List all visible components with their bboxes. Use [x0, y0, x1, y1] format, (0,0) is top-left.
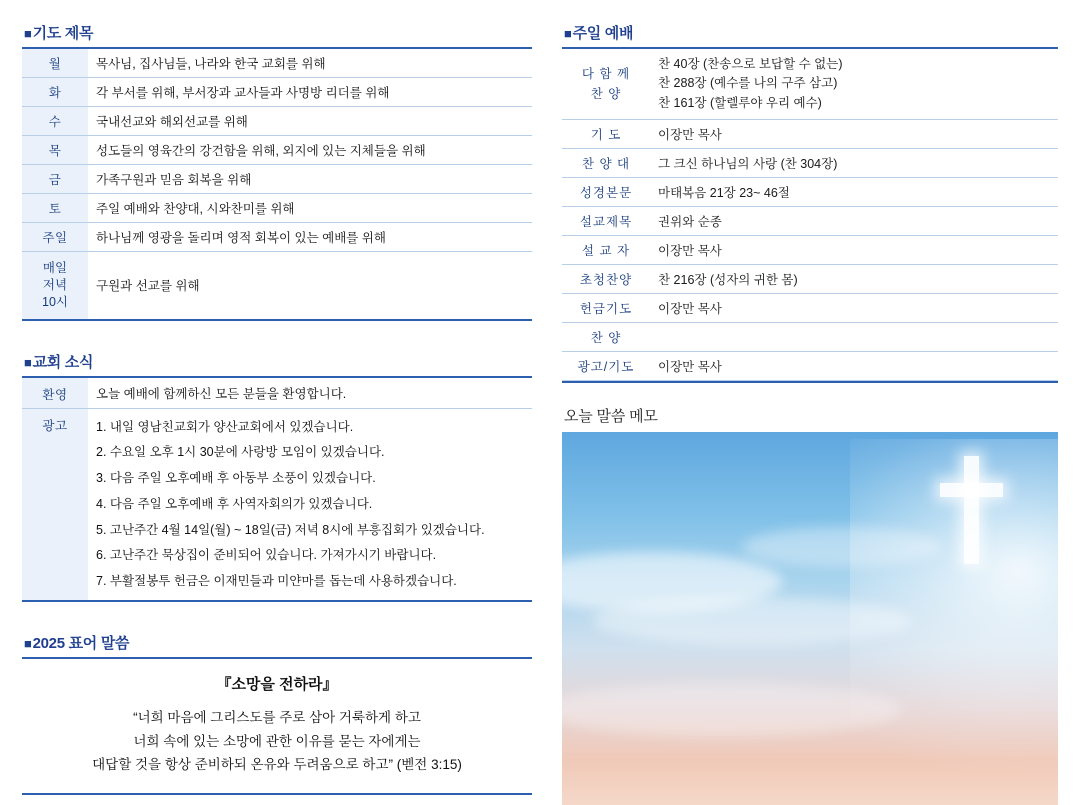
prayer-day-text: 목사님, 집사님들, 나라와 한국 교회를 위해 — [88, 49, 532, 78]
memo-section — [562, 405, 1058, 805]
spacer — [22, 321, 532, 351]
motto-verse — [22, 659, 532, 793]
worship-item-label: 설 교 자 — [562, 235, 650, 264]
section-marker-icon: ■ — [24, 635, 32, 651]
worship-title — [562, 22, 1058, 43]
worship-item-value: 이장만 목사 — [650, 293, 1058, 322]
worship-item-label: 찬 양 — [562, 322, 650, 351]
worship-item-label: 찬 양 대 — [562, 148, 650, 177]
prayer-title-text: 기도 제목 — [32, 25, 94, 42]
prayer-day-text: 하나님께 영광을 돌리며 영적 회복이 있는 예배를 위해 — [88, 223, 532, 252]
notice-label: 광고 — [22, 408, 88, 600]
table-row — [22, 107, 532, 136]
worship-title-text: 주일 예배 — [572, 25, 634, 42]
worship-item-value: 찬 216장 (성자의 귀한 몸) — [650, 264, 1058, 293]
prayer-daily-text: 구원과 선교를 위해 — [96, 279, 200, 294]
table-row — [22, 378, 532, 409]
table-row — [562, 351, 1058, 380]
worship-table — [562, 49, 1058, 381]
motto-title — [22, 632, 532, 653]
table-row — [22, 78, 532, 107]
church-news-title — [22, 351, 532, 372]
table-row — [22, 194, 532, 223]
table-row — [562, 177, 1058, 206]
prayer-section-title — [22, 22, 532, 43]
cloud-shape — [742, 527, 942, 567]
table-row — [22, 408, 532, 600]
right-column — [562, 22, 1058, 805]
worship-item-value: 권위와 순종 — [650, 206, 1058, 235]
hymn-line: 찬 288장 (예수를 나의 구주 삼고) — [658, 76, 838, 91]
prayer-daily-label — [22, 252, 88, 319]
section-marker-icon: ■ — [24, 26, 32, 41]
worship-item-label: 성경본문 — [562, 177, 650, 206]
section-marker-icon: ■ — [564, 26, 572, 41]
list-item: 7. 부활절봉투 헌금은 이재민들과 미얀마를 돕는데 사용하겠습니다. — [96, 574, 457, 589]
worship-item-value: 마태복음 21장 23~ 46절 — [650, 177, 1058, 206]
worship-item-label: 설교제목 — [562, 206, 650, 235]
list-item: 2. 수요일 오후 1시 30분에 사랑방 모임이 있겠습니다. — [96, 445, 385, 460]
worship-item-value: 이장만 목사 — [650, 351, 1058, 380]
prayer-day-text: 가족구원과 믿음 회복을 위해 — [88, 165, 532, 194]
list-item: 5. 고난주간 4월 14일(월) ~ 18일(금) 저녁 8시에 부흥집회가 있겠습니다. — [96, 522, 485, 537]
motto-bottom-rule — [22, 793, 532, 795]
hymn-line: 찬 40장 (찬송으로 보답할 수 없는) — [658, 56, 843, 71]
memo-photo — [562, 432, 1058, 805]
church-news-table — [22, 378, 532, 600]
worship-item-label: 헌금기도 — [562, 293, 650, 322]
cross-icon — [934, 456, 1008, 564]
table-row — [562, 206, 1058, 235]
prayer-daily-label-line: 매일 — [42, 261, 68, 275]
church-news-section — [22, 351, 532, 602]
motto-headline: 『소망을 전하라』 — [216, 675, 338, 693]
list-item: 1. 내일 영남친교회가 양산교회에서 있겠습니다. — [96, 419, 354, 434]
list-item: 6. 고난주간 묵상집이 준비되어 있습니다. 가져가시기 바랍니다. — [96, 548, 437, 563]
prayer-day-text: 각 부서를 위해, 부서장과 교사들과 사명방 리더를 위해 — [88, 78, 532, 107]
worship-item-value — [650, 49, 1058, 119]
list-item: 4. 다음 주일 오후예배 후 사역자회의가 있겠습니다. — [96, 496, 373, 511]
prayer-day-label: 화 — [22, 78, 88, 107]
list-item: 3. 다음 주일 오후예배 후 아동부 소풍이 있겠습니다. — [96, 471, 376, 486]
prayer-day-label: 수 — [22, 107, 88, 136]
table-row — [22, 223, 532, 252]
prayer-day-label: 주일 — [22, 223, 88, 252]
prayer-day-text: 성도들의 영육간의 강건함을 위해, 외지에 있는 지체들을 위해 — [88, 136, 532, 165]
section-marker-icon: ■ — [24, 354, 32, 370]
worship-item-value — [650, 322, 1058, 351]
table-row — [562, 49, 1058, 119]
worship-item-value: 이장만 목사 — [650, 119, 1058, 148]
table-row — [562, 148, 1058, 177]
church-news-title-text: 교회 소식 — [32, 353, 94, 371]
left-column — [22, 22, 532, 795]
prayer-day-label: 목 — [22, 136, 88, 165]
table-row — [562, 119, 1058, 148]
table-row — [22, 165, 532, 194]
notice-list-cell — [88, 408, 532, 600]
prayer-day-text: 국내선교와 해외선교를 위해 — [88, 107, 532, 136]
hymn-line: 찬 161장 (할렐루야 우리 예수) — [658, 96, 822, 111]
motto-line: “너희 마음에 그리스도를 주로 삼아 거룩하게 하고 — [133, 709, 421, 725]
cloud-shape — [592, 597, 912, 645]
prayer-daily-label-line: 10시 — [42, 294, 68, 309]
cross-vertical — [964, 456, 979, 564]
motto-section — [22, 632, 532, 795]
table-row — [22, 49, 532, 78]
notice-list — [96, 415, 528, 595]
prayer-day-label: 토 — [22, 194, 88, 223]
table-row — [562, 293, 1058, 322]
worship-section — [562, 22, 1058, 383]
worship-item-label: 초청찬양 — [562, 264, 650, 293]
worship-label-line: 다 함 께 — [581, 66, 631, 81]
cloud-shape — [562, 682, 902, 737]
worship-label-line: 찬 양 — [590, 86, 622, 101]
worship-item-value: 그 크신 하나님의 사랑 (찬 304장) — [650, 148, 1058, 177]
prayer-day-text: 주일 예배와 찬양대, 시와찬미를 위해 — [88, 194, 532, 223]
spacer — [22, 602, 532, 632]
table-row — [562, 322, 1058, 351]
welcome-text: 오늘 예배에 함께하신 모든 분들을 환영합니다. — [88, 378, 532, 409]
prayer-table — [22, 49, 532, 319]
motto-line: 너희 속에 있는 소망에 관한 이유를 묻는 자에게는 — [133, 733, 421, 749]
worship-item-value: 이장만 목사 — [650, 235, 1058, 264]
table-row — [22, 136, 532, 165]
memo-title: 오늘 말씀 메모 — [564, 407, 658, 425]
worship-item-label: 기 도 — [562, 119, 650, 148]
table-row — [562, 264, 1058, 293]
welcome-label: 환영 — [22, 378, 88, 409]
prayer-section — [22, 22, 532, 321]
table-row-daily — [22, 252, 532, 319]
prayer-day-label: 월 — [22, 49, 88, 78]
prayer-day-label: 금 — [22, 165, 88, 194]
worship-item-label — [562, 49, 650, 119]
spacer — [562, 383, 1058, 405]
motto-line: 대답할 것을 항상 준비하되 온유와 두려움으로 하고” (벧전 3:15) — [92, 757, 462, 773]
worship-item-label: 광고/기도 — [562, 351, 650, 380]
table-row — [562, 235, 1058, 264]
cross-horizontal — [940, 483, 1003, 497]
prayer-daily-label-line: 저녁 — [42, 277, 68, 292]
motto-title-text: 2025 표어 말씀 — [32, 634, 130, 652]
